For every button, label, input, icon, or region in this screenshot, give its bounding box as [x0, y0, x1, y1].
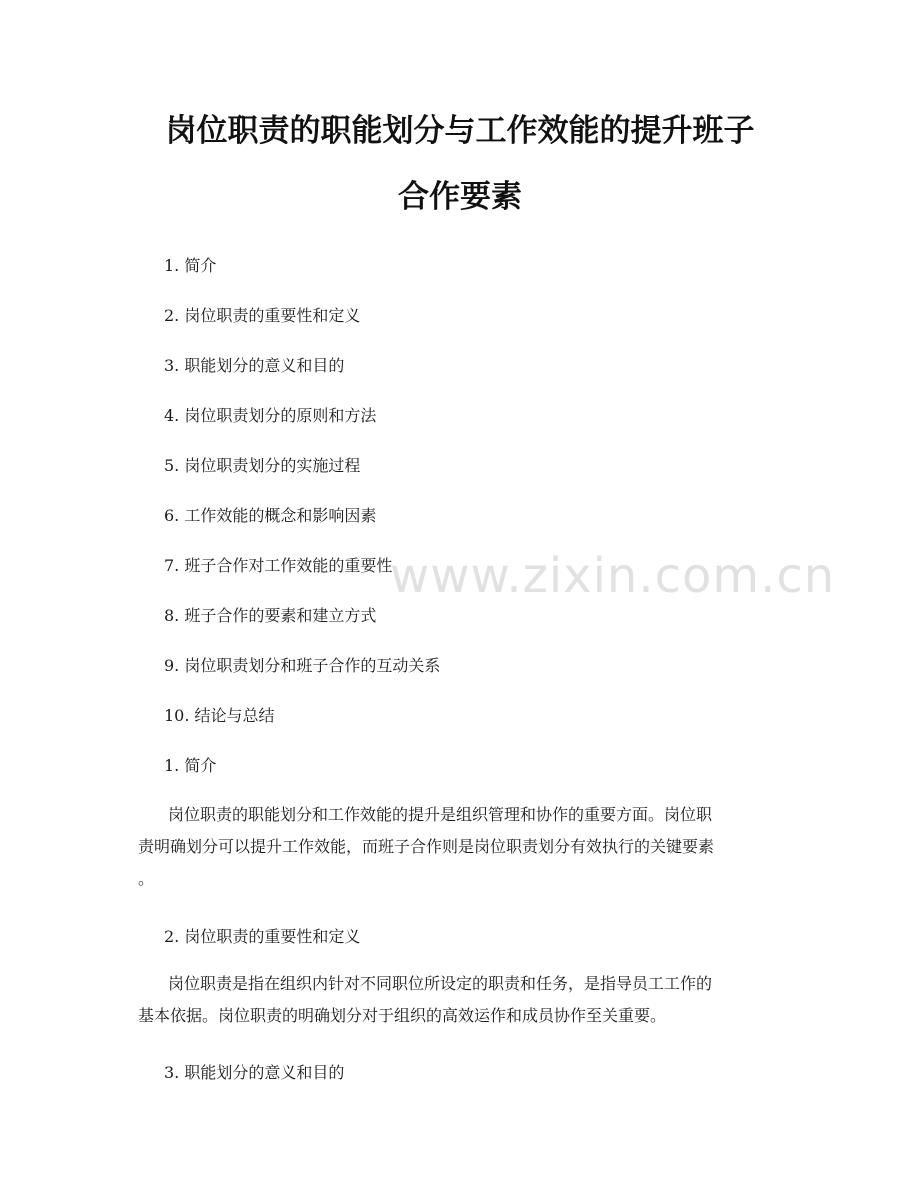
section-paragraph	[138, 799, 788, 895]
section-paragraph	[138, 968, 788, 1032]
toc-item: 7. 班子合作对工作效能的重要性	[164, 556, 393, 575]
toc-item: 1. 简介	[164, 256, 217, 275]
paragraph-line: 责明确划分可以提升工作效能，而班子合作则是岗位职责划分有效执行的关键要素	[138, 837, 715, 856]
paragraph-line: 。	[138, 869, 155, 888]
document-title-line-2: 合作要素	[398, 179, 522, 215]
section-heading: 3. 职能划分的意义和目的	[164, 1063, 345, 1082]
toc-item: 8. 班子合作的要素和建立方式	[164, 606, 377, 625]
section-heading: 1. 简介	[164, 756, 217, 775]
document-title-line-1: 岗位职责的职能划分与工作效能的提升班子	[165, 113, 755, 149]
watermark: www.zixin.com.cn	[390, 548, 836, 604]
toc-item: 5. 岗位职责划分的实施过程	[164, 456, 361, 475]
toc-item: 10. 结论与总结	[164, 706, 275, 725]
toc-item: 4. 岗位职责划分的原则和方法	[164, 406, 377, 425]
toc-item: 9. 岗位职责划分和班子合作的互动关系	[164, 656, 441, 675]
paragraph-line: 岗位职责的职能划分和工作效能的提升是组织管理和协作的重要方面。岗位职	[168, 805, 713, 824]
paragraph-line: 岗位职责是指在组织内针对不同职位所设定的职责和任务，是指导员工工作的	[168, 974, 713, 993]
paragraph-line: 基本依据。岗位职责的明确划分对于组织的高效运作和成员协作至关重要。	[138, 1006, 667, 1025]
toc-item: 6. 工作效能的概念和影响因素	[164, 506, 377, 525]
toc-item: 3. 职能划分的意义和目的	[164, 356, 345, 375]
toc-item: 2. 岗位职责的重要性和定义	[164, 306, 361, 325]
section-heading: 2. 岗位职责的重要性和定义	[164, 927, 361, 946]
